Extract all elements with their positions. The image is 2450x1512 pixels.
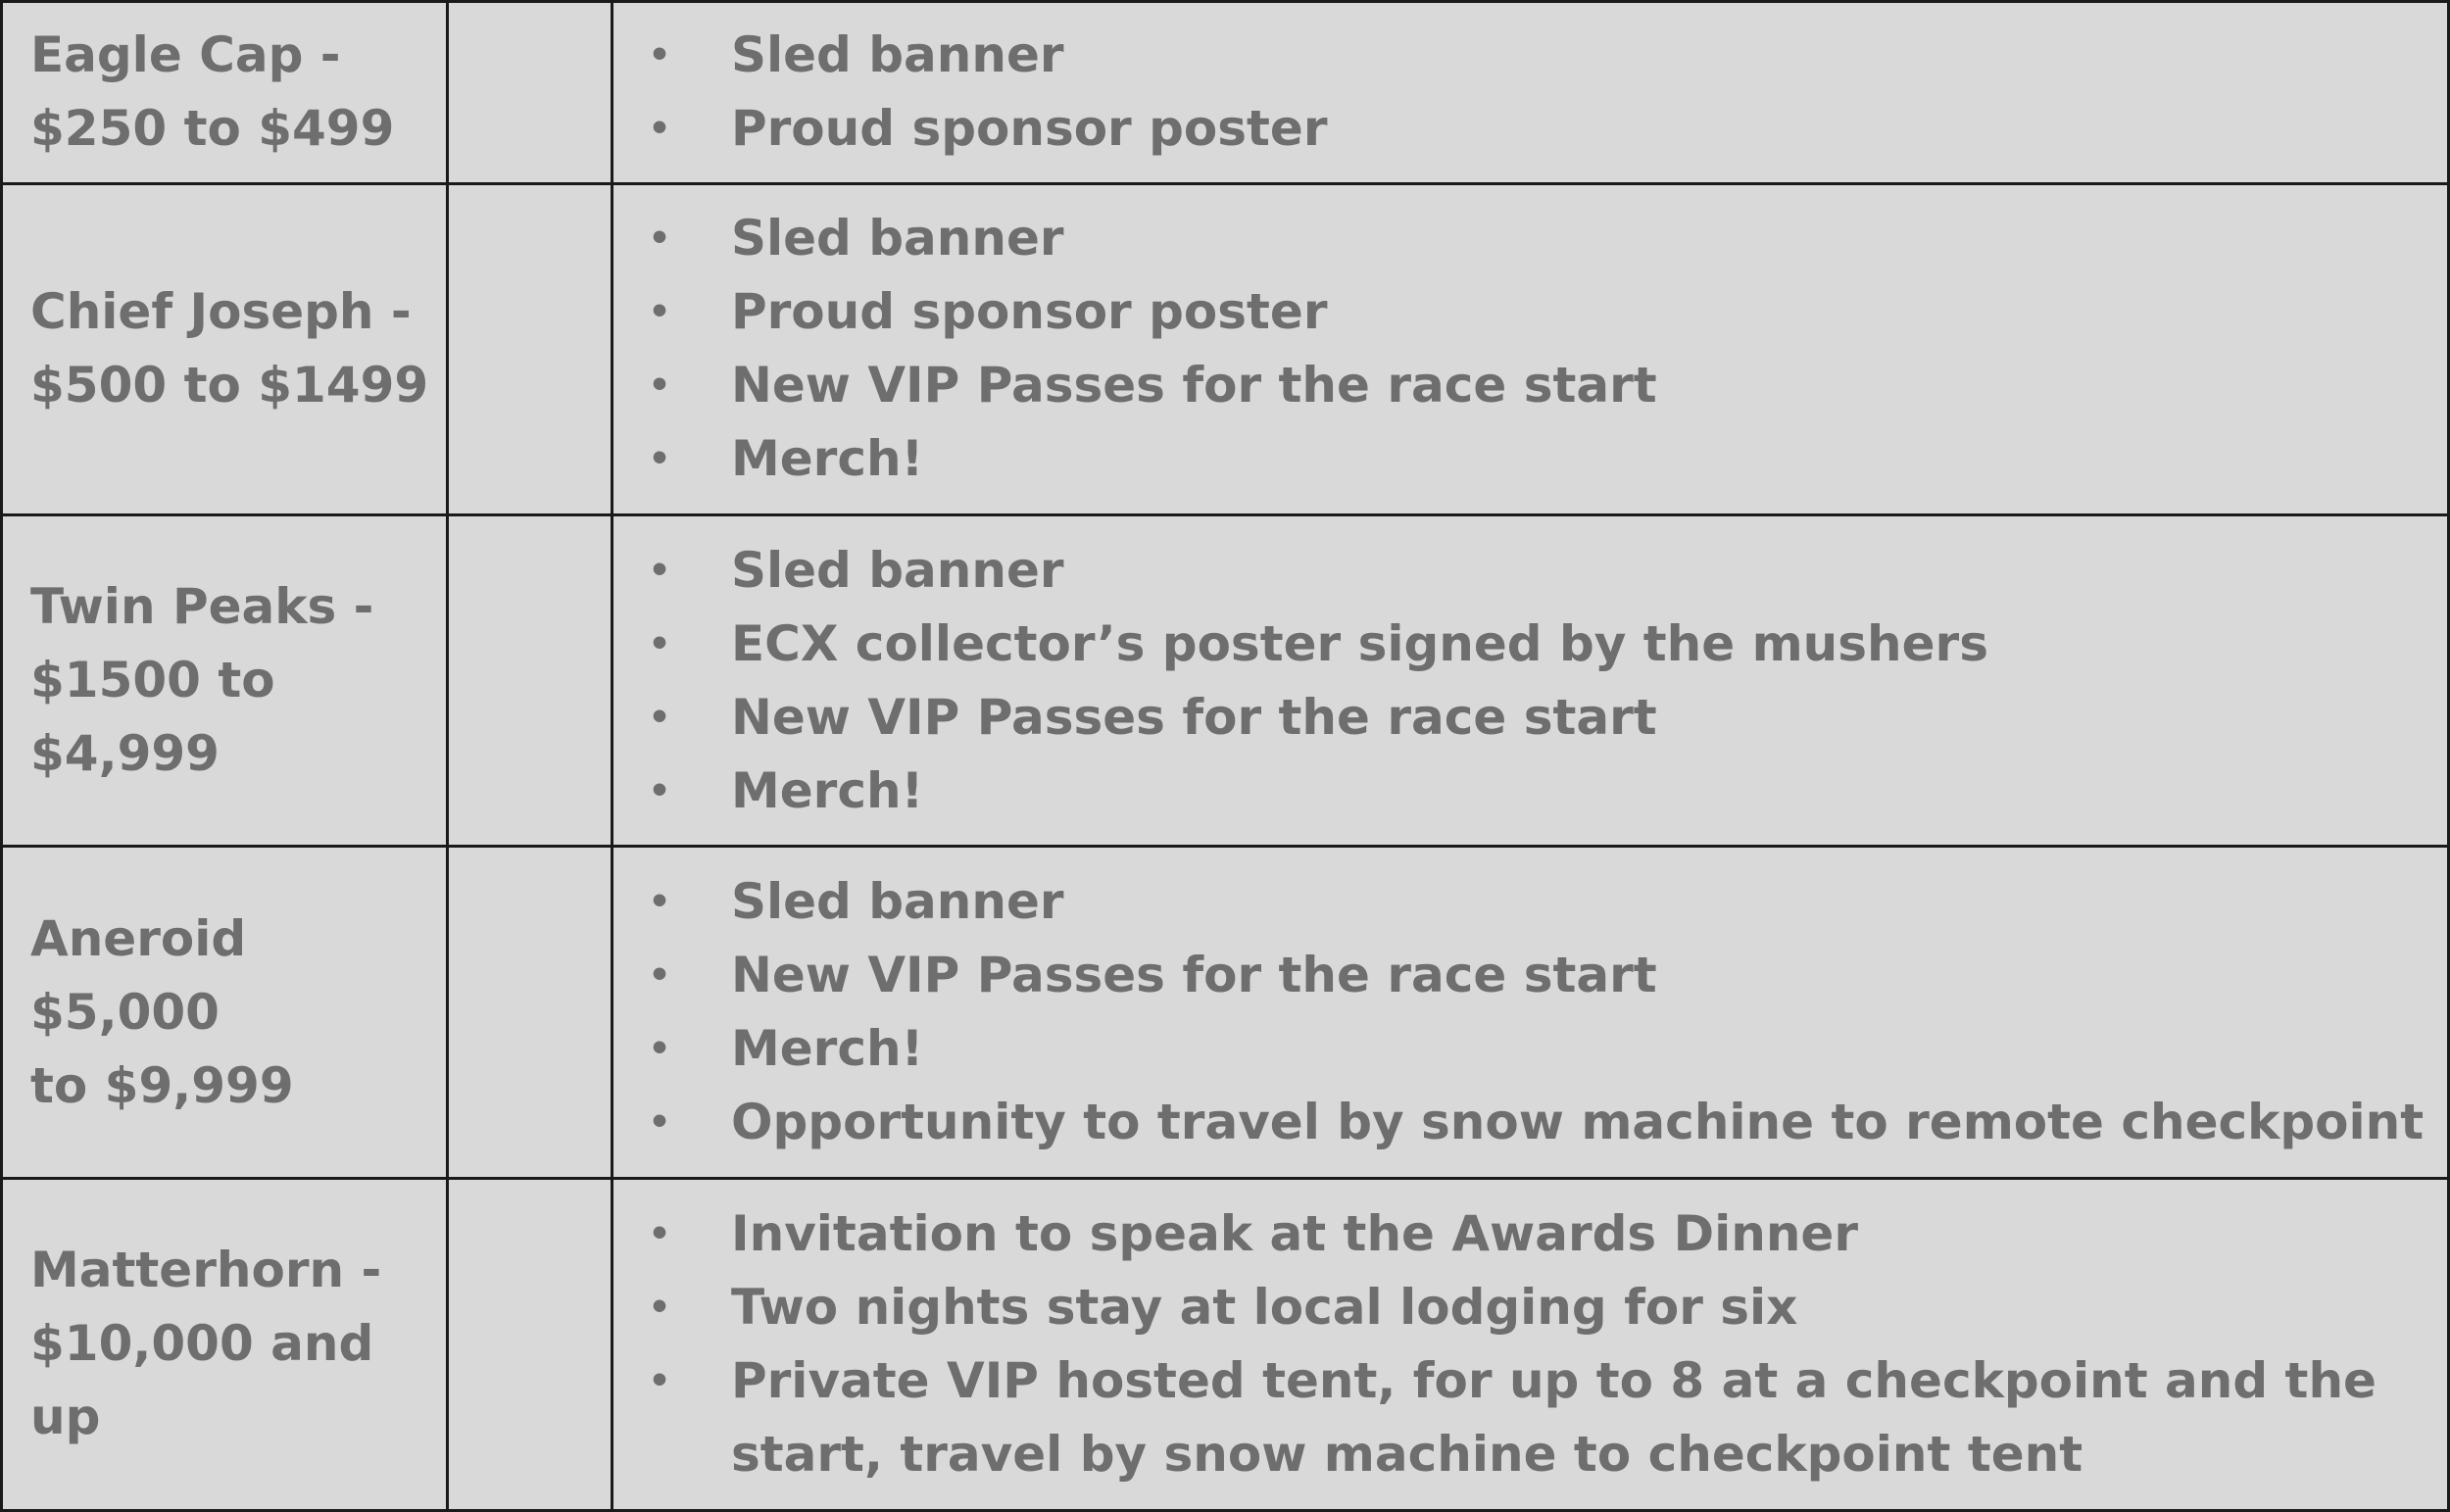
benefit-text: Two nights stay at local lodging for six <box>731 1278 1798 1336</box>
benefit-text: Sled banner <box>731 541 1064 599</box>
benefit-text: Sled banner <box>731 26 1064 84</box>
bullet-icon: • <box>648 439 671 480</box>
tier-row-twin-peaks <box>2 515 2449 847</box>
tier-price-line: $1500 to $4,999 <box>30 652 275 783</box>
tier-name-line: Twin Peaks - <box>30 578 374 636</box>
tier-row-matterhorn <box>2 1178 2449 1510</box>
tier-name-line: Matterhorn - <box>30 1242 382 1299</box>
benefit-item <box>613 202 2447 275</box>
benefit-item <box>613 1344 2447 1491</box>
benefits-cell <box>612 515 2449 847</box>
bullet-icon: • <box>648 35 671 76</box>
bullet-icon: • <box>648 1102 671 1143</box>
benefit-item <box>613 534 2447 608</box>
benefit-list <box>613 1197 2447 1491</box>
bullet-icon: • <box>648 697 671 738</box>
benefit-item <box>613 422 2447 496</box>
benefit-text: Proud sponsor poster <box>731 100 1328 158</box>
tier-name-cell <box>2 2 448 184</box>
tier-row-chief-joseph <box>2 183 2449 514</box>
benefit-text: Proud sponsor poster <box>731 283 1328 341</box>
benefit-text: Sled banner <box>731 873 1064 930</box>
blank-cell <box>448 1178 612 1510</box>
benefit-list <box>613 534 2447 828</box>
benefit-text: ECX collector’s poster signed by the mushers <box>731 614 1988 672</box>
benefit-item <box>613 1086 2447 1159</box>
benefit-item <box>613 1271 2447 1344</box>
benefit-item <box>613 275 2447 349</box>
bullet-icon: • <box>648 623 671 664</box>
benefit-item <box>613 1197 2447 1271</box>
tier-name-cell <box>2 183 448 514</box>
benefit-text: Sled banner <box>731 210 1064 268</box>
benefit-item <box>613 19 2447 92</box>
bullet-icon: • <box>648 770 671 811</box>
benefit-item <box>613 755 2447 828</box>
tier-price-line: $500 to $1499 <box>30 357 429 415</box>
benefit-text: New VIP Passes for the race start <box>731 947 1657 1003</box>
blank-cell <box>448 515 612 847</box>
bullet-icon: • <box>648 1029 671 1069</box>
bullet-icon: • <box>648 219 671 260</box>
tier-name-cell <box>2 1178 448 1510</box>
bullet-icon: • <box>648 292 671 333</box>
bullet-icon: • <box>648 1360 671 1401</box>
benefit-item <box>613 608 2447 681</box>
tier-name-cell <box>2 847 448 1178</box>
benefit-text: Merch! <box>731 1020 924 1077</box>
tier-name-line: Chief Joseph - <box>30 283 412 341</box>
tier-row-aneroid <box>2 847 2449 1178</box>
benefits-cell <box>612 183 2449 514</box>
benefits-cell <box>612 847 2449 1178</box>
benefit-item <box>613 1012 2447 1086</box>
tier-row-eagle-cap <box>2 2 2449 184</box>
blank-cell <box>448 183 612 514</box>
benefits-cell <box>612 2 2449 184</box>
benefit-item <box>613 681 2447 755</box>
blank-cell <box>448 2 612 184</box>
benefit-list <box>613 202 2447 496</box>
tier-name-line: Eagle Cap - <box>30 26 341 84</box>
benefit-text: New VIP Passes for the race start <box>731 688 1657 746</box>
benefit-item <box>613 349 2447 422</box>
benefit-list <box>613 19 2447 166</box>
tier-name-line: Aneroid $5,000 <box>30 909 247 1041</box>
benefit-text: Private VIP hosted tent, for up to 8 at a checkpoint and the start, travel by snow machine to checkpoint tent <box>731 1351 2376 1483</box>
bullet-icon: • <box>648 109 671 150</box>
benefits-cell <box>612 1178 2449 1510</box>
tier-price-line: $250 to $499 <box>30 100 395 158</box>
bullet-icon: • <box>648 882 671 922</box>
bullet-icon: • <box>648 1213 671 1254</box>
benefit-text: Merch! <box>731 430 924 488</box>
bullet-icon: • <box>648 366 671 407</box>
bullet-icon: • <box>648 550 671 591</box>
bullet-icon: • <box>648 1287 671 1328</box>
benefit-item <box>613 939 2447 1012</box>
benefit-list <box>613 865 2447 1159</box>
bullet-icon: • <box>648 955 671 996</box>
benefit-text: Merch! <box>731 761 924 819</box>
benefit-item <box>613 92 2447 166</box>
benefit-text: New VIP Passes for the race start <box>731 357 1657 415</box>
benefit-item <box>613 865 2447 939</box>
tier-price-line: to $9,999 <box>30 1056 294 1114</box>
tier-name-cell <box>2 515 448 847</box>
tier-price-line: $10,000 and up <box>30 1315 374 1446</box>
blank-cell <box>448 847 612 1178</box>
benefit-text: Invitation to speak at the Awards Dinner <box>731 1204 1858 1262</box>
benefit-text: Opportunity to travel by snow machine to remote checkpoint <box>731 1094 2425 1150</box>
